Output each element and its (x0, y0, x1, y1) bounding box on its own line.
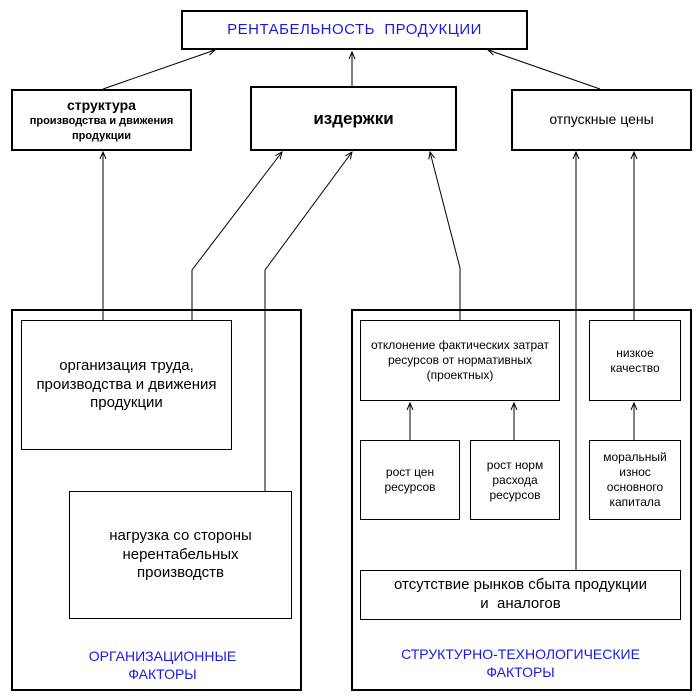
no-markets-label: отсутствие рынков сбыта продукции и аналогов (394, 576, 656, 612)
costs-label: издержки (313, 108, 394, 128)
arrow-deviation-to-costs (430, 152, 460, 320)
unprofitable-load-box (69, 491, 292, 619)
unprofitable-load-label: нагрузка со стороны нерентабельных производств (109, 526, 252, 582)
labor-organization-label: организация труда, производства и движения продукции (36, 356, 217, 412)
resource-price-growth-box (360, 440, 460, 520)
tech-factors-caption: СТРУКТУРНО-ТЕХНОЛОГИЧЕСКИЕ ФАКТОРЫ (401, 646, 640, 681)
consumption-norm-growth-box (470, 440, 560, 520)
capital-wear-box (589, 440, 681, 520)
profitability-title (181, 10, 528, 50)
prices-box (511, 89, 692, 151)
low-quality-box (589, 320, 681, 401)
costs-box (250, 86, 457, 151)
arrow-labor-to-costs (192, 152, 282, 320)
structure-title: структура (67, 96, 136, 113)
capital-wear-label: моральный износ основного капитала (603, 450, 667, 509)
deviation-box (360, 320, 560, 401)
low-quality-label: низкое качество (610, 345, 660, 375)
deviation-label: отклонение фактических затрат ресурсов от нормативных (проектных) (370, 338, 550, 382)
org-factors-caption: ОРГАНИЗАЦИОННЫЕ ФАКТОРЫ (88, 648, 237, 683)
labor-organization-box (21, 320, 232, 450)
arrow-structure-to-title (103, 50, 215, 89)
structure-subtitle: производства и движения продукции (29, 115, 174, 142)
resource-price-growth-label: рост цен ресурсов (384, 465, 436, 494)
no-markets-box (360, 570, 681, 620)
arrow-prices-to-title (488, 50, 600, 89)
structure-box (11, 89, 192, 151)
prices-label: отпускные цены (549, 111, 654, 128)
consumption-norm-growth-label: рост норм расхода ресурсов (486, 457, 544, 502)
profitability-title-text: РЕНТАБЕЛЬНОСТЬ ПРОДУКЦИИ (227, 20, 482, 38)
